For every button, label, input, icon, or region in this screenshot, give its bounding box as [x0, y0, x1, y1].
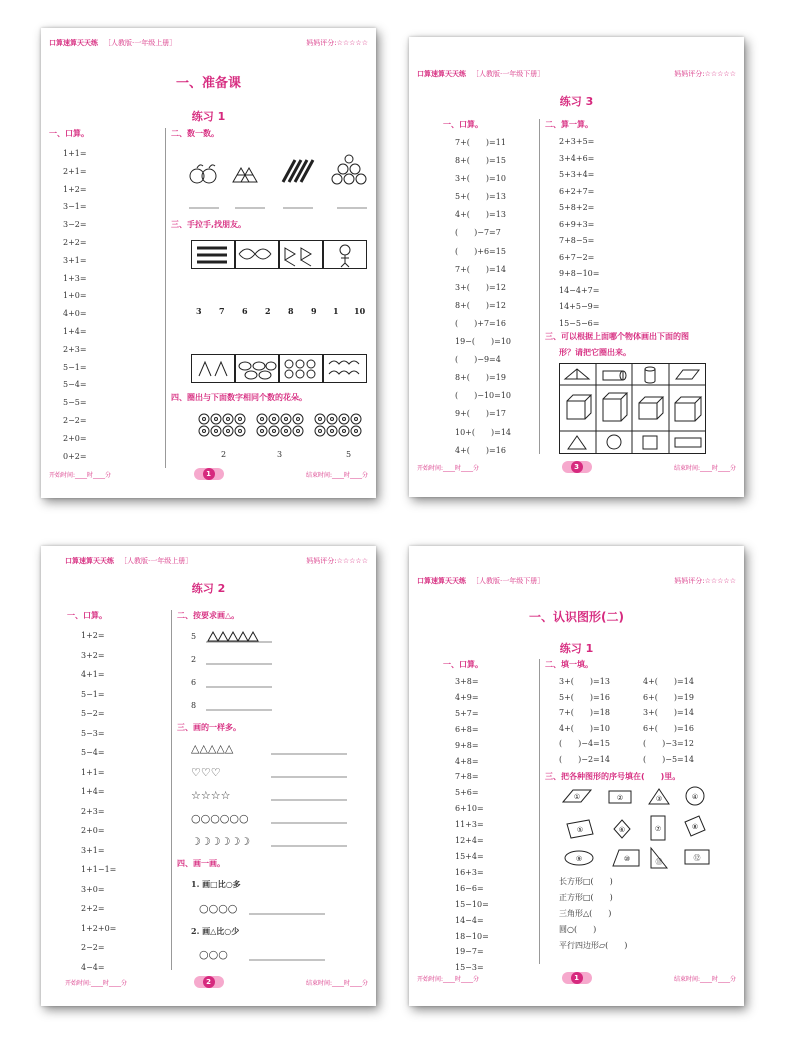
- flower-center: [203, 418, 206, 421]
- flower-center: [343, 430, 346, 433]
- problem-item: 1+3=: [63, 273, 87, 283]
- flower-center: [273, 418, 276, 421]
- shape-number: ⑤: [576, 826, 584, 834]
- problem-item: 4+1=: [81, 670, 105, 679]
- column-divider: [539, 119, 540, 454]
- edition-tag: ［人教版·一年级上册］: [120, 557, 193, 565]
- book-title: 口算速算天天练: [65, 557, 114, 565]
- draw-question-1: 1. 画□比○多: [191, 879, 241, 889]
- flower[interactable]: [235, 414, 245, 424]
- section-oral-calc: 一、口算。: [443, 120, 483, 129]
- problem-item: 2+0=: [81, 826, 105, 835]
- problem-item: 9+8−10=: [559, 269, 600, 278]
- number: 6: [242, 306, 248, 316]
- shape-number: ⑩: [623, 855, 631, 863]
- problem-item: 3+( )=14: [643, 708, 694, 717]
- flower-center: [227, 430, 230, 433]
- numbered-shapes: [559, 786, 719, 872]
- problem-item: 3−1=: [63, 202, 87, 212]
- page-header: [417, 69, 736, 81]
- problem-item: 19−7=: [455, 947, 484, 957]
- problem-item: 5−4=: [63, 380, 87, 390]
- problem-item: 5+8+2=: [559, 203, 595, 212]
- problem-item: 4−4=: [81, 962, 105, 972]
- page-1-shapes: [409, 546, 744, 1006]
- page-number: 3: [571, 461, 583, 473]
- section-shape-sort: 三、把各种图形的序号填在( )里。: [545, 772, 681, 781]
- circle-row: ○○○: [199, 948, 228, 961]
- problem-item: 4+( )=10: [559, 723, 610, 733]
- flower[interactable]: [199, 426, 209, 436]
- parent-rating: 妈妈评分:☆☆☆☆☆: [674, 70, 736, 78]
- page-header: [49, 38, 368, 50]
- flower-center: [319, 418, 322, 421]
- section-same-count: 三、画的一样多。: [177, 723, 241, 732]
- section-compute: 二、算一算。: [545, 120, 593, 129]
- problem-item: 4+9=: [455, 692, 479, 702]
- number: 10: [354, 306, 366, 316]
- number: 3: [196, 306, 202, 316]
- flower[interactable]: [339, 414, 349, 424]
- flower-number: 2: [221, 450, 227, 459]
- page-number: 1: [571, 972, 583, 984]
- number: 9: [311, 306, 317, 316]
- section-oral-calc: 一、口算。: [49, 129, 89, 138]
- flower-center: [355, 430, 358, 433]
- section-shapes-q2: 形？请把它圈出来。: [559, 348, 631, 357]
- problem-item: 4+0=: [63, 309, 87, 319]
- problem-item: 5+6=: [455, 788, 479, 798]
- flower[interactable]: [351, 426, 361, 436]
- flower[interactable]: [199, 414, 209, 424]
- flower-center: [297, 418, 300, 421]
- problem-item: 16+3=: [455, 867, 484, 877]
- column-divider: [539, 659, 540, 964]
- problem-item: 5+3+4=: [559, 170, 595, 179]
- calc-list: [455, 674, 489, 976]
- page-2: [41, 546, 376, 1006]
- problem-item: 2+1=: [63, 166, 87, 176]
- flower-number: 5: [346, 450, 352, 459]
- problem-item: 1+2=: [63, 184, 87, 194]
- problem-item: 8+( )=19: [455, 373, 506, 383]
- section-flowers: 四、圈出与下面数字相同个数的花朵。: [171, 393, 307, 402]
- shape-row: ☽☽☽☽☽☽: [191, 835, 251, 848]
- flower-center: [215, 430, 218, 433]
- section-oral-calc: 一、口算。: [443, 660, 483, 669]
- problem-item: 5−1=: [81, 689, 105, 699]
- problem-item: 7+( )=14: [455, 264, 506, 274]
- problem-item: 圆○( ): [559, 925, 597, 934]
- problem-item: 6+9+3=: [559, 219, 595, 229]
- problem-item: 6+7−2=: [559, 252, 595, 262]
- problem-item: 3+1=: [81, 845, 105, 855]
- problem-item: 5−2=: [81, 709, 105, 718]
- problem-item: 2−2=: [81, 943, 105, 952]
- problem-item: 5−5=: [63, 398, 87, 408]
- parent-rating: 妈妈评分:☆☆☆☆☆: [674, 577, 736, 585]
- flower-center: [355, 418, 358, 421]
- page-title: 一、准备课: [175, 76, 241, 91]
- page-footer: [49, 468, 368, 482]
- page-1: [41, 28, 376, 498]
- flower-center: [261, 430, 264, 433]
- number: 1: [333, 306, 339, 316]
- start-time: 开始时间:____时____分: [417, 465, 480, 472]
- problem-item: 9+( )=17: [455, 409, 506, 419]
- number: 7: [219, 306, 225, 316]
- problem-item: 9+8=: [455, 740, 479, 750]
- flower[interactable]: [281, 426, 291, 436]
- section-fill: 二、填一填。: [545, 660, 593, 669]
- column-divider: [165, 128, 166, 468]
- book-title: 口算速算天天练: [49, 39, 98, 47]
- draw-count: 2: [191, 655, 197, 664]
- problem-item: 6+10=: [455, 804, 484, 814]
- problem-item: 18−10=: [455, 931, 489, 941]
- problem-item: 正方形□( ): [559, 893, 613, 902]
- flower-center: [227, 418, 230, 421]
- calc-list: [63, 145, 87, 465]
- flower[interactable]: [293, 426, 303, 436]
- book-title: 口算速算天天练: [417, 70, 466, 78]
- compute-list: [559, 134, 599, 332]
- section-draw: 四、画一画。: [177, 859, 225, 868]
- problem-item: 15−5−6=: [559, 318, 600, 328]
- calc-list: [81, 626, 116, 977]
- page-header: [49, 556, 368, 568]
- flower[interactable]: [315, 414, 325, 424]
- shape-row: ☆☆☆☆: [191, 789, 231, 802]
- problem-item: 4+( )=16: [455, 445, 506, 455]
- flower-center: [285, 418, 288, 421]
- problem-item: 7+( )=18: [559, 708, 610, 717]
- section-match: 三、手拉手,找朋友。: [171, 220, 247, 229]
- problem-item: 5−1=: [63, 362, 87, 372]
- flower-center: [285, 430, 288, 433]
- problem-item: 7+( )=11: [455, 138, 506, 147]
- problem-item: 3+8=: [455, 677, 479, 686]
- draw-count: 6: [191, 678, 197, 687]
- problem-item: 3+4+6=: [559, 153, 595, 163]
- fill-list-b: [643, 674, 694, 767]
- draw-count: 8: [191, 701, 197, 710]
- problem-item: 16−6=: [455, 883, 484, 893]
- flower-center: [331, 418, 334, 421]
- problem-item: 3+1=: [63, 255, 87, 265]
- match-pictures-bottom: [191, 354, 369, 384]
- shape-number: ⑨: [575, 855, 583, 863]
- end-time: 结束时间:____时____分: [305, 472, 368, 479]
- exercise-title: 练习 2: [191, 582, 226, 595]
- calc-list: [455, 134, 511, 460]
- shape-category-list: [559, 874, 627, 954]
- problem-item: 7+8−5=: [559, 236, 595, 245]
- problem-item: 8+( )=12: [455, 300, 506, 310]
- problem-item: ( )−3=12: [643, 739, 694, 748]
- problem-item: ( )−7=7: [455, 228, 501, 238]
- page-title: 一、认识图形(二): [529, 610, 624, 624]
- problem-item: ( )−2=14: [559, 754, 610, 764]
- flower[interactable]: [235, 426, 245, 436]
- problem-item: 6+2+7=: [559, 186, 595, 196]
- problem-item: 4+( )=13: [455, 210, 506, 220]
- problem-item: 5−4=: [81, 748, 105, 757]
- column-divider: [171, 610, 172, 970]
- problem-item: 5+( )=13: [455, 192, 506, 202]
- flower[interactable]: [223, 414, 233, 424]
- problem-item: 2+3=: [63, 344, 87, 354]
- page-footer: [417, 461, 736, 475]
- problem-item: 1+2=: [81, 631, 105, 640]
- problem-item: 3+0=: [81, 884, 105, 894]
- match-pictures-top: [191, 240, 369, 270]
- problem-item: 三角形△( ): [559, 909, 612, 918]
- parent-rating: 妈妈评分:☆☆☆☆☆: [306, 39, 368, 47]
- problem-item: ( )+7=16: [455, 318, 506, 328]
- shape-number: ⑥: [618, 826, 626, 834]
- shape-row: ♡♡♡: [191, 766, 221, 779]
- exercise-title: 练习 1: [191, 110, 226, 123]
- problem-item: 3+( )=10: [455, 174, 506, 184]
- problem-item: 19−( )=10: [455, 337, 512, 347]
- fill-list-a: [559, 674, 610, 767]
- section-oral-calc: 一、口算。: [67, 611, 107, 620]
- count-pictures: [171, 146, 371, 216]
- shape-number: ⑦: [654, 825, 662, 833]
- problem-item: 8+( )=15: [455, 156, 506, 166]
- start-time: 开始时间:____时____分: [65, 980, 128, 987]
- shape-number: ⑫: [693, 854, 701, 862]
- problem-item: 4+8=: [455, 756, 479, 766]
- page-number-badge: [194, 976, 224, 988]
- problem-item: 3−2=: [63, 220, 87, 230]
- draw-answer-lines: [249, 902, 329, 962]
- problem-item: 2+3+5=: [559, 137, 595, 146]
- page-number: 1: [203, 468, 215, 480]
- shape-number: ②: [616, 794, 624, 802]
- solid-shapes-grid: [559, 363, 707, 455]
- section-count: 二、数一数。: [171, 129, 219, 138]
- flower-center: [319, 430, 322, 433]
- number: 8: [288, 306, 294, 316]
- problem-item: 1+1−1=: [81, 865, 117, 874]
- problem-item: 3+( )=12: [455, 282, 506, 292]
- problem-item: 4+( )=14: [643, 677, 694, 686]
- flower-center: [343, 418, 346, 421]
- draw-question-2: 2. 画△比○少: [191, 926, 240, 936]
- start-time: 开始时间:____时____分: [417, 976, 480, 983]
- shape-row: △△△△△: [191, 742, 234, 755]
- problem-item: 长方形□( ): [559, 877, 613, 886]
- shape-number: ③: [655, 795, 663, 803]
- section-draw-triangles: 二、按要求画△。: [177, 611, 240, 620]
- edition-tag: ［人教版·一年级下册］: [472, 70, 545, 78]
- shape-number: ①: [573, 793, 581, 801]
- shape-row: ○○○○○○: [191, 812, 249, 825]
- problem-item: 15−3=: [455, 963, 484, 973]
- shape-number: ⑧: [691, 823, 699, 831]
- start-time: 开始时间:____时____分: [49, 472, 112, 479]
- problem-item: 2+3=: [81, 806, 105, 816]
- problem-item: 2+2=: [63, 237, 87, 247]
- problem-item: 2−2=: [63, 415, 87, 425]
- problem-item: 11+3=: [455, 820, 484, 830]
- draw-count: 5: [191, 632, 197, 641]
- flower[interactable]: [257, 426, 267, 436]
- problem-item: 12+4=: [455, 836, 484, 846]
- problem-item: 1+2+0=: [81, 923, 117, 933]
- problem-item: ( )+6=15: [455, 246, 506, 256]
- end-time: 结束时间:____时____分: [305, 980, 368, 987]
- problem-item: 15+4=: [455, 851, 484, 861]
- problem-item: 15−10=: [455, 899, 489, 909]
- problem-item: 3+( )=13: [559, 677, 610, 686]
- problem-item: ( )−4=15: [559, 739, 610, 748]
- problem-item: 1+1=: [81, 767, 105, 777]
- flower-center: [261, 418, 264, 421]
- shape-number: ④: [691, 793, 699, 801]
- problem-item: 6+( )=16: [643, 723, 694, 733]
- end-time: 结束时间:____时____分: [673, 976, 736, 983]
- flower-center: [273, 430, 276, 433]
- parent-rating: 妈妈评分:☆☆☆☆☆: [306, 557, 368, 565]
- problem-item: ( )−5=14: [643, 754, 694, 764]
- flower[interactable]: [211, 426, 221, 436]
- problem-item: 1+4=: [63, 326, 87, 336]
- circle-row: ○○○○: [199, 902, 238, 915]
- same-count-lines: [271, 742, 351, 852]
- flower-center: [203, 430, 206, 433]
- problem-item: 5+( )=16: [559, 692, 610, 702]
- edition-tag: ［人教版·一年级上册］: [104, 39, 177, 47]
- problem-item: 5+7=: [455, 708, 479, 718]
- flower[interactable]: [293, 414, 303, 424]
- problem-item: 6+8=: [455, 724, 479, 734]
- flower[interactable]: [223, 426, 233, 436]
- page-footer: [49, 976, 368, 990]
- flower[interactable]: [211, 414, 221, 424]
- flower-center: [331, 430, 334, 433]
- flower-center: [239, 430, 242, 433]
- exercise-title: 练习 3: [559, 95, 594, 108]
- problem-item: 7+8=: [455, 772, 479, 782]
- problem-item: 5−3=: [81, 728, 105, 738]
- shape-number: ⑪: [655, 858, 663, 866]
- flower-center: [297, 430, 300, 433]
- page-number-badge: [562, 461, 592, 473]
- end-time: 结束时间:____时____分: [673, 465, 736, 472]
- problem-item: 2+0=: [63, 433, 87, 443]
- flower-number: 3: [277, 450, 283, 459]
- problem-item: 平行四边形▱( ): [559, 941, 628, 950]
- flower-center: [239, 418, 242, 421]
- edition-tag: ［人教版·一年级下册］: [472, 577, 545, 585]
- flower[interactable]: [327, 426, 337, 436]
- problem-item: 14−4=: [455, 915, 484, 925]
- page-3: [409, 37, 744, 497]
- flower[interactable]: [269, 426, 279, 436]
- problem-item: 6+( )=19: [643, 692, 694, 702]
- problem-item: 0+2=: [63, 451, 87, 461]
- page-footer: [417, 972, 736, 986]
- page-number: 2: [203, 976, 215, 988]
- page-header: [417, 576, 736, 588]
- flower[interactable]: [269, 414, 279, 424]
- flower[interactable]: [281, 414, 291, 424]
- section-shapes-q: 三、可以根据上面哪个物体画出下面的图: [545, 332, 689, 341]
- problem-item: 14+5−9=: [559, 302, 600, 311]
- page-number-badge: [194, 468, 224, 480]
- number: 2: [265, 306, 271, 316]
- flower[interactable]: [327, 414, 337, 424]
- problem-item: 1+1=: [63, 149, 87, 158]
- book-title: 口算速算天天练: [417, 577, 466, 585]
- flower-groups: [191, 411, 371, 441]
- triangle-answer-lines: [206, 630, 276, 716]
- problem-item: 1+0=: [63, 291, 87, 301]
- problem-item: 1+4=: [81, 787, 105, 796]
- flower[interactable]: [339, 426, 349, 436]
- flower[interactable]: [257, 414, 267, 424]
- flower[interactable]: [351, 414, 361, 424]
- page-number-badge: [562, 972, 592, 984]
- flower[interactable]: [315, 426, 325, 436]
- problem-item: 2+2=: [81, 904, 105, 913]
- problem-item: 14−4+7=: [559, 285, 600, 295]
- problem-item: 3+2=: [81, 650, 105, 660]
- problem-item: ( )−9=4: [455, 355, 501, 365]
- problem-item: 10+( )=14: [455, 427, 512, 437]
- flower-center: [215, 418, 218, 421]
- exercise-title: 练习 1: [559, 642, 594, 655]
- problem-item: ( )−10=10: [455, 391, 512, 401]
